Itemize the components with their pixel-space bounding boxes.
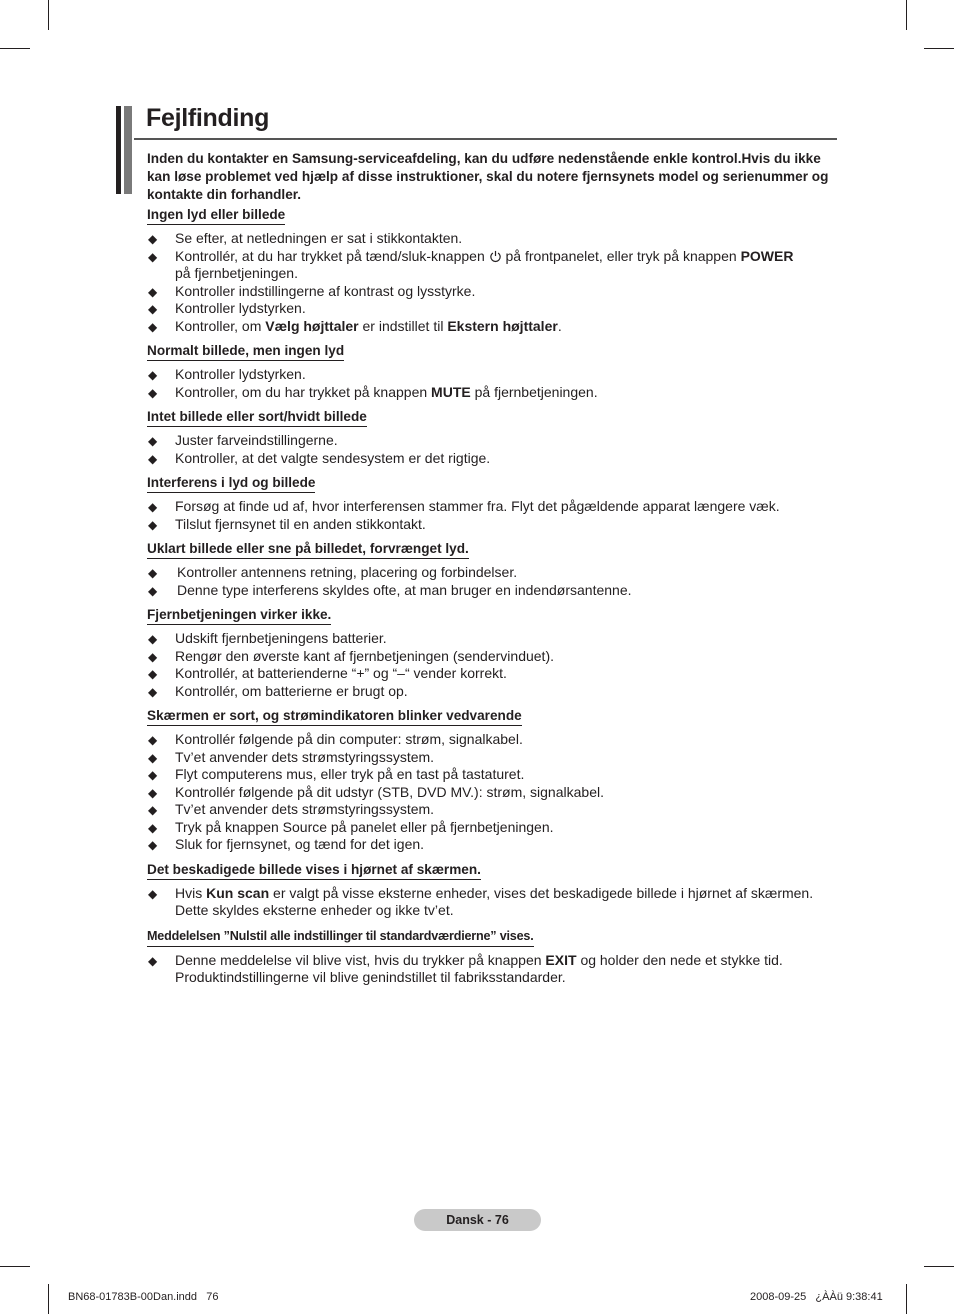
troubleshooting-content xyxy=(147,206,837,994)
bullet-list xyxy=(147,885,837,920)
diamond-bullet-icon: ◆ xyxy=(148,284,158,299)
list-item: ◆ Kontroller antennens retning, placering og forbindelser. xyxy=(148,564,518,580)
list-item: ◆ Udskift fjernbetjeningens batterier. xyxy=(148,630,387,646)
bullet-list xyxy=(147,230,837,335)
list-item: ◆ Denne meddelelse vil blive vist, hvis du trykker på knappen EXIT og holder den nede et stykke tid. Produktindstillingerne vil blive genindstillet til fabriksstandarder. xyxy=(148,951,783,985)
diamond-bullet-icon: ◆ xyxy=(148,385,158,400)
diamond-bullet-icon: ◆ xyxy=(148,517,158,532)
bullet-list xyxy=(147,630,837,700)
diamond-bullet-icon: ◆ xyxy=(148,232,158,246)
diamond-bullet-icon: ◆ xyxy=(148,583,158,598)
footer-timestamp: 2008-09-25 ¿ÀÀü 9:38:41 xyxy=(750,1291,883,1303)
list-item: ◆ Juster farveindstillingerne. xyxy=(148,432,338,448)
bullet-list xyxy=(147,952,837,987)
crop-mark xyxy=(0,48,30,49)
list-item: ◆ Se efter, at netledningen er sat i stikkontakten. xyxy=(148,230,463,246)
page-title: Fejlfinding xyxy=(146,104,270,132)
section-no-sound-or-picture xyxy=(147,206,837,335)
power-icon xyxy=(489,250,502,263)
diamond-bullet-icon: ◆ xyxy=(148,768,158,782)
section-damaged-picture xyxy=(147,861,837,920)
section-heading: Normalt billede, men ingen lyd xyxy=(147,342,344,361)
list-item: ◆ Kontroller, om du har trykket på knappen MUTE på fjernbetjeningen. xyxy=(148,383,598,400)
crop-mark xyxy=(924,48,954,49)
list-item: ◆ Kontrollér, at du har trykket på tænd/sluk-knappen på frontpanelet, eller tryk på knappen POWER på fjernbetjeningen. xyxy=(148,247,794,281)
section-no-picture-bw xyxy=(147,408,837,467)
diamond-bullet-icon: ◆ xyxy=(148,733,158,747)
diamond-bullet-icon: ◆ xyxy=(148,820,158,835)
list-item: ◆ Kontroller lydstyrken. xyxy=(148,300,306,316)
intro-paragraph: Inden du kontakter en Samsung-serviceafdeling, kan du udføre nedenstående enkle kontrol.Hvis du ikke kan løse problemet ved hjælp af disse instruktioner, skal du notere fjernsynets model og serienummer og kontakte din forhandler. xyxy=(147,151,829,202)
list-item: ◆ Sluk for fjernsynet, og tænd for det igen. xyxy=(148,836,425,852)
section-black-screen xyxy=(147,707,837,854)
section-heading: Meddelelsen ”Nulstil alle indstillinger til standardværdierne” vises. xyxy=(147,928,534,947)
bullet-list xyxy=(147,564,837,599)
list-item: ◆ Hvis Kun scan er valgt på visse eksterne enheder, vises det beskadigede billede i hjørnet af skærmen. Dette skyldes eksterne enheder og ikke tv’et. xyxy=(148,884,814,918)
footer-file-info: BN68-01783B-00Dan.indd 76 xyxy=(68,1291,219,1303)
list-item: ◆ Rengør den øverste kant af fjernbetjeningen (sendervinduet). xyxy=(148,647,554,664)
diamond-bullet-icon: ◆ xyxy=(148,785,158,800)
section-heading: Fjernbetjeningen virker ikke. xyxy=(147,606,331,625)
list-item: ◆ Kontrollér, om batterierne er brugt op. xyxy=(148,682,408,699)
bullet-list xyxy=(147,432,837,467)
crop-mark xyxy=(48,0,49,30)
diamond-bullet-icon: ◆ xyxy=(148,649,158,664)
diamond-bullet-icon: ◆ xyxy=(148,434,158,448)
diamond-bullet-icon: ◆ xyxy=(148,632,158,646)
diamond-bullet-icon: ◆ xyxy=(148,249,158,264)
section-remote-not-working xyxy=(147,606,837,700)
list-item: ◆ Kontroller lydstyrken. xyxy=(148,366,306,382)
section-heading: Uklart billede eller sne på billedet, forvrænget lyd. xyxy=(147,540,469,559)
list-item: ◆ Kontroller, om Vælg højttaler er indstillet til Ekstern højttaler. xyxy=(148,317,562,334)
crop-mark xyxy=(48,1284,49,1314)
list-item: ◆ Tilslut fjernsynet til en anden stikkontakt. xyxy=(148,515,426,532)
diamond-bullet-icon: ◆ xyxy=(148,500,158,514)
diamond-bullet-icon: ◆ xyxy=(148,838,158,852)
title-rule xyxy=(134,138,837,140)
section-heading: Intet billede eller sort/hvidt billede xyxy=(147,408,367,427)
diamond-bullet-icon: ◆ xyxy=(148,319,158,334)
list-item: ◆ Tv’et anvender dets strømstyringssystem. xyxy=(148,801,435,817)
diamond-bullet-icon: ◆ xyxy=(148,451,158,466)
diamond-bullet-icon: ◆ xyxy=(148,667,158,681)
list-item: ◆ Denne type interferens skyldes ofte, at man bruger en indendørsantenne. xyxy=(148,581,632,598)
diamond-bullet-icon: ◆ xyxy=(148,684,158,699)
section-picture-no-sound xyxy=(147,342,837,401)
title-side-bars xyxy=(116,106,132,194)
bullet-list xyxy=(147,498,837,533)
bullet-list xyxy=(147,366,837,401)
section-interference xyxy=(147,474,837,533)
diamond-bullet-icon: ◆ xyxy=(148,566,158,580)
list-item: ◆ Forsøg at finde ud af, hvor interferensen stammer fra. Flyt det pågældende apparat længere væk. xyxy=(148,498,780,514)
list-item: ◆ Kontrollér følgende på din computer: strøm, signalkabel. xyxy=(148,731,523,747)
list-item: ◆ Kontrollér følgende på dit udstyr (STB, DVD MV.): strøm, signalkabel. xyxy=(148,783,604,800)
section-heading: Ingen lyd eller billede xyxy=(147,206,285,225)
diamond-bullet-icon: ◆ xyxy=(148,750,158,765)
section-heading: Interferens i lyd og billede xyxy=(147,474,315,493)
crop-mark xyxy=(0,1266,30,1267)
section-snowy-picture xyxy=(147,540,837,599)
list-item: ◆ Flyt computerens mus, eller tryk på en tast på tastaturet. xyxy=(148,766,525,782)
list-item: ◆ Kontroller, at det valgte sendesystem er det rigtige. xyxy=(148,449,491,466)
section-heading: Det beskadigede billede vises i hjørnet af skærmen. xyxy=(147,861,481,880)
diamond-bullet-icon: ◆ xyxy=(148,368,158,382)
list-item: ◆ Tryk på knappen Source på panelet eller på fjernbetjeningen. xyxy=(148,818,554,835)
diamond-bullet-icon: ◆ xyxy=(148,886,158,901)
list-item: ◆ Kontroller indstillingerne af kontrast og lysstyrke. xyxy=(148,282,476,299)
crop-mark xyxy=(906,1284,907,1314)
section-reset-message xyxy=(147,927,837,987)
page-number-tab: Dansk - 76 xyxy=(414,1209,541,1231)
crop-mark xyxy=(924,1266,954,1267)
list-item: ◆ Tv’et anvender dets strømstyringssystem. xyxy=(148,748,435,765)
diamond-bullet-icon: ◆ xyxy=(148,803,158,817)
diamond-bullet-icon: ◆ xyxy=(148,302,158,316)
bullet-list xyxy=(147,731,837,854)
diamond-bullet-icon: ◆ xyxy=(148,953,158,968)
section-heading: Skærmen er sort, og strømindikatoren blinker vedvarende xyxy=(147,707,522,726)
list-item: ◆ Kontrollér, at batterienderne “+” og “–“ vender korrekt. xyxy=(148,665,507,681)
crop-mark xyxy=(906,0,907,30)
